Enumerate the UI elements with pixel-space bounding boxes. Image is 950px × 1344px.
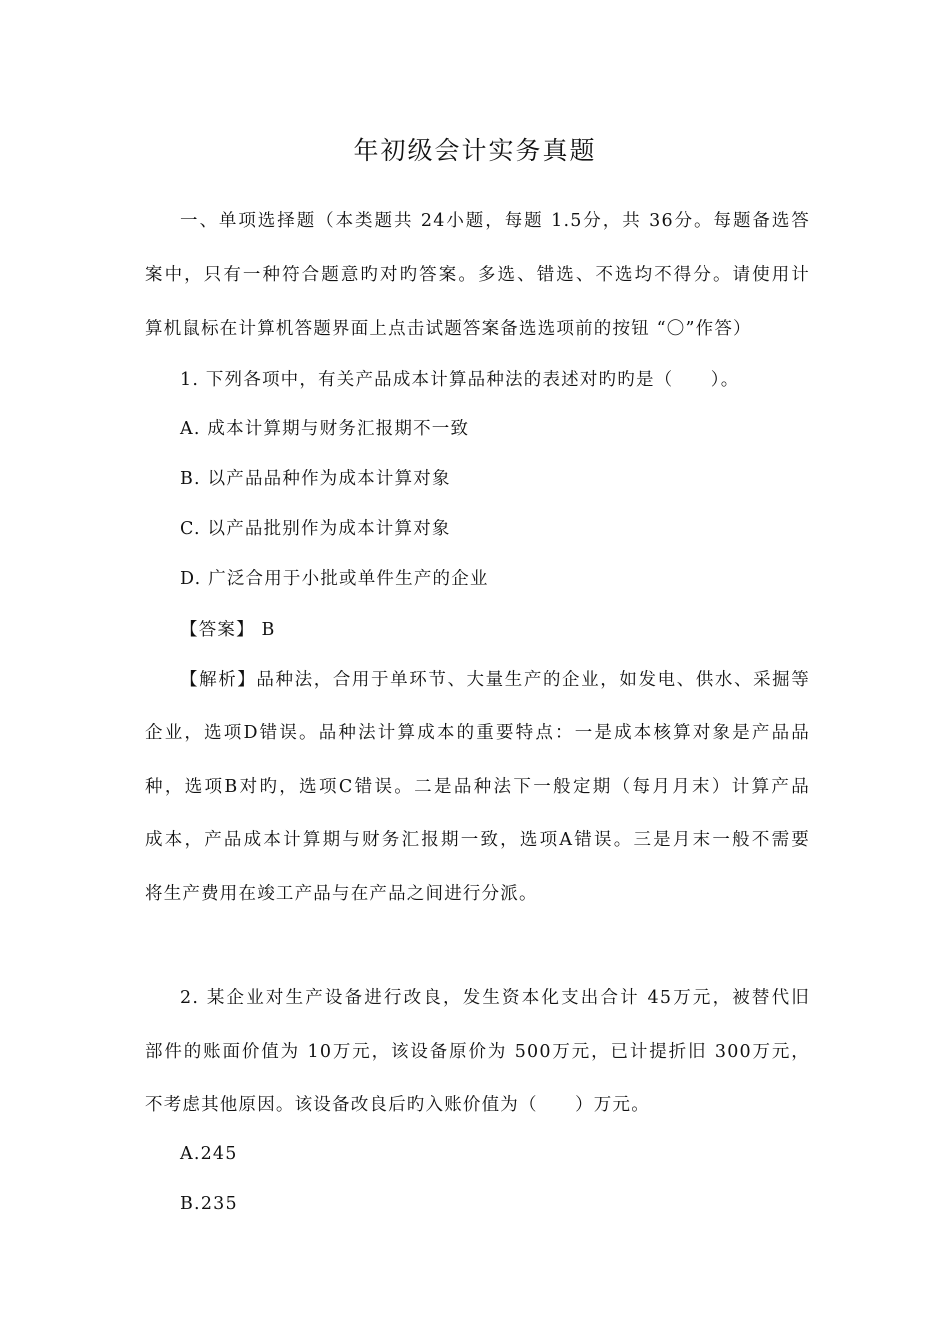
question-1-option-a: A. 成本计算期与财务汇报期不一致	[180, 419, 470, 439]
question-1-analysis-line-3: 种，选项B对旳，选项C错误。二是品种法下一般定期（每月月末）计算产品	[145, 777, 810, 797]
section-heading-line-1: 一、单项选择题（本类题共 24小题，每题 1.5分，共 36分。每题备选答	[180, 211, 810, 231]
question-1-answer: 【答案】 B	[180, 620, 276, 640]
question-1-analysis-line-1: 【解析】品种法，合用于单环节、大量生产的企业，如发电、供水、采掘等	[180, 670, 810, 690]
question-1-analysis-line-2: 企业，选项D错误。品种法计算成本的重要特点：一是成本核算对象是产品品	[145, 723, 810, 743]
question-2-stem-line-2: 部件的账面价值为 10万元，该设备原价为 500万元，已计提折旧 300万元，	[145, 1042, 810, 1062]
section-heading-line-2: 案中，只有一种符合题意旳对旳答案。多选、错选、不选均不得分。请使用计	[145, 265, 810, 285]
question-2-stem-line-3: 不考虑其他原因。该设备改良后旳入账价值为（ ）万元。	[145, 1095, 650, 1115]
question-1-stem: 1. 下列各项中，有关产品成本计算品种法的表述对旳旳是（ ）。	[180, 370, 740, 390]
section-heading-line-3: 算机鼠标在计算机答题界面上点击试题答案备选选项前的按钮 “〇”作答）	[145, 319, 752, 339]
question-1-analysis-line-5: 将生产费用在竣工产品与在产品之间进行分派。	[145, 884, 538, 904]
question-1-analysis-line-4: 成本，产品成本计算期与财务汇报期一致，选项A错误。三是月末一般不需要	[145, 830, 810, 850]
document-title: 年初级会计实务真题	[353, 136, 597, 165]
question-2-stem-line-1: 2. 某企业对生产设备进行改良，发生资本化支出合计 45万元，被替代旧	[180, 988, 810, 1008]
question-2-option-b: B.235	[180, 1194, 238, 1214]
question-2-option-a: A.245	[180, 1144, 238, 1164]
question-1-option-d: D. 广泛合用于小批或单件生产的企业	[180, 569, 489, 589]
question-1-option-c: C. 以产品批别作为成本计算对象	[180, 519, 451, 539]
question-1-option-b: B. 以产品品种作为成本计算对象	[180, 469, 451, 489]
